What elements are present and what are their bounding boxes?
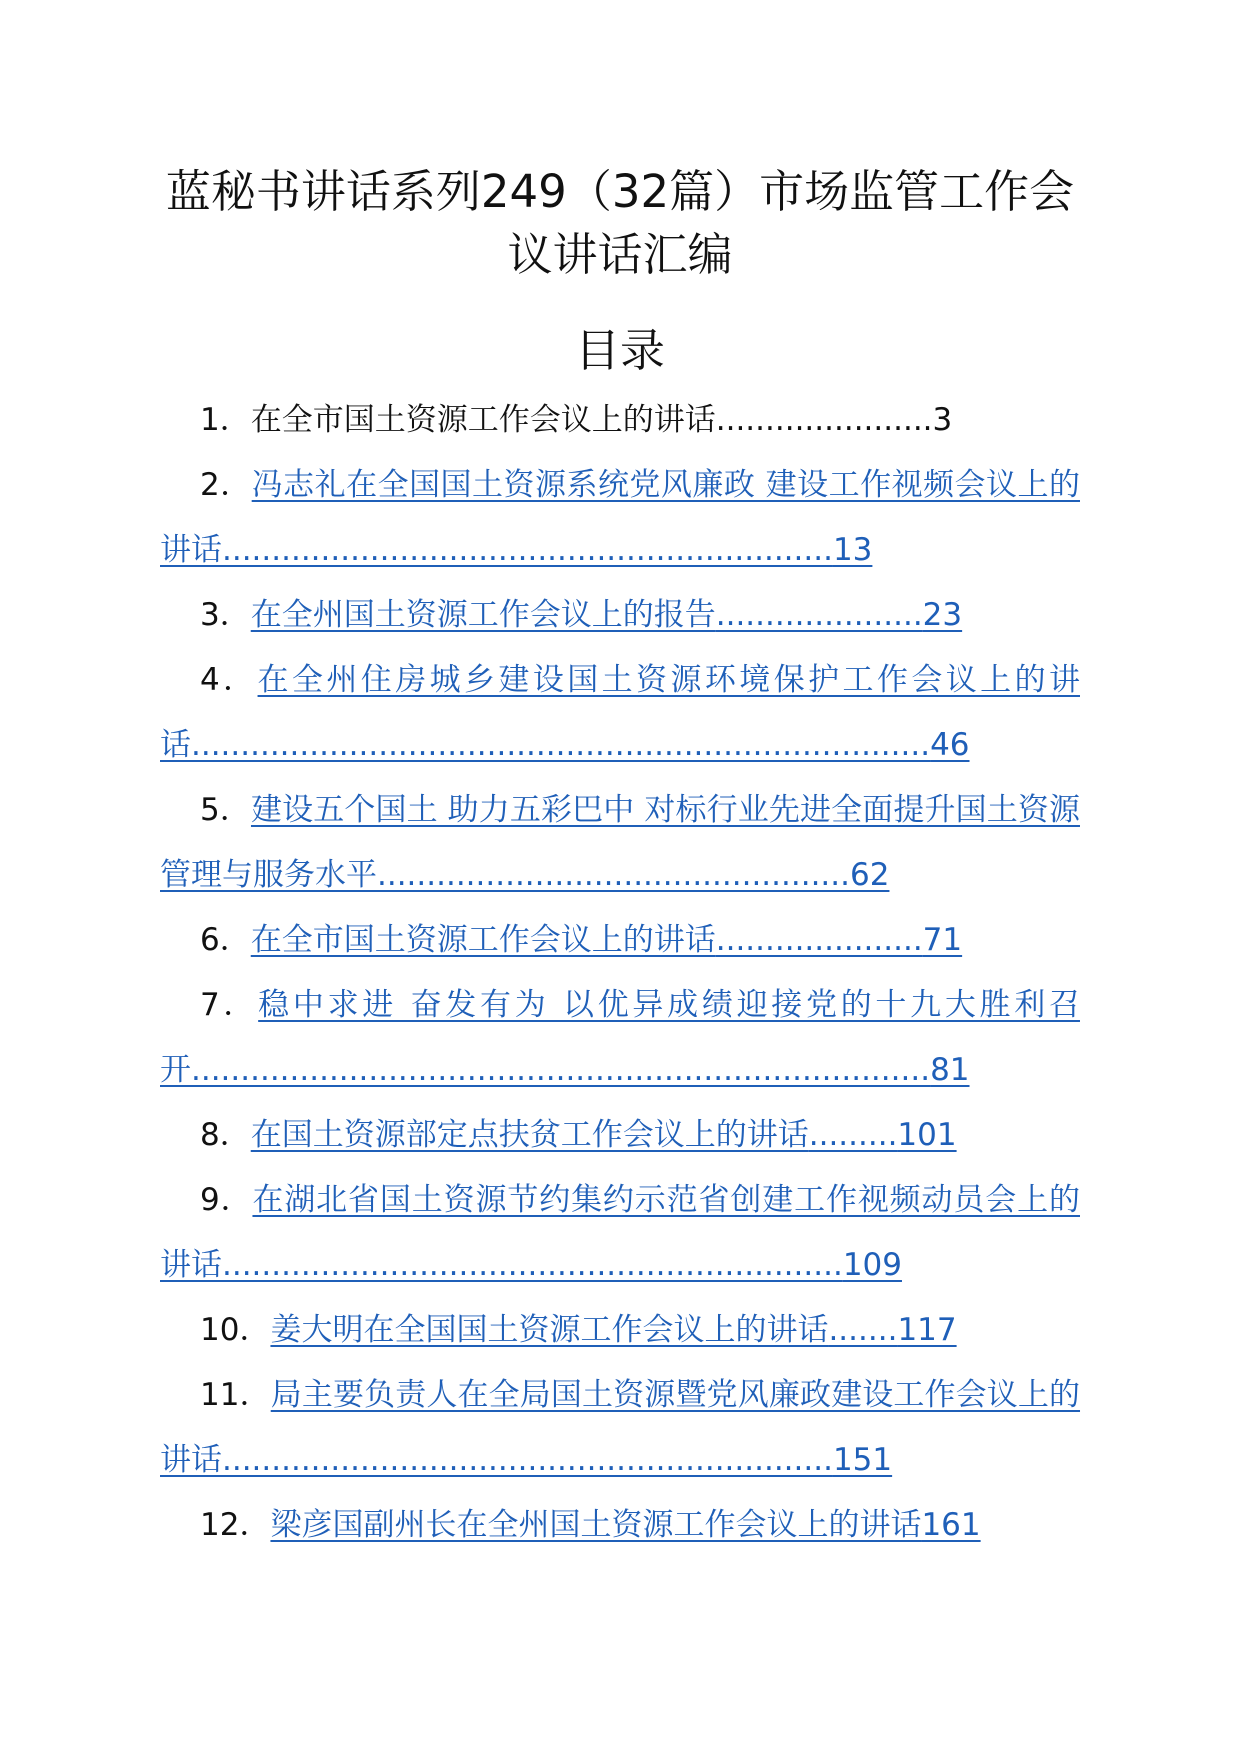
toc-leader-dots: ................................................ [377,857,850,893]
toc-leader-dots: ........................................................................... [191,727,931,763]
toc-entry-5 [160,778,1080,908]
toc-entry-title: 建设五个国土 助力五彩巴中 对标行业先进全面提升国土资源管理与服务水平 [160,792,1080,893]
toc-entry-number: 9． [200,1182,253,1218]
toc-entry-number: 11． [200,1377,271,1413]
toc-link-9[interactable] [160,1182,1080,1283]
toc-entry-10 [160,1298,1080,1363]
toc-page-number: 81 [930,1052,970,1088]
toc-link-7[interactable] [160,987,1080,1088]
toc-entry-number: 5． [200,792,251,828]
toc-leader-dots: ......... [808,1117,898,1153]
toc-link-4[interactable] [160,662,1080,763]
toc-page-number: 161 [921,1507,981,1543]
toc-page-number: 71 [922,922,963,958]
toc-page-number: 13 [832,532,873,568]
toc-entry-title: 在全市国土资源工作会议上的讲话 [250,922,716,958]
toc-entry-number: 8． [200,1117,251,1153]
toc-page-number: 62 [850,857,890,893]
toc-heading: 目录 [574,324,665,377]
toc-link-5[interactable] [160,792,1080,893]
toc-leader-dots: .............................................................. [222,1442,833,1478]
toc-link-11[interactable] [160,1377,1080,1478]
toc-page-number: 101 [897,1117,957,1153]
toc-entry-number: 12． [200,1507,271,1543]
toc-entry-7 [160,973,1080,1103]
toc-link-12[interactable] [270,1507,980,1543]
toc-entry-number: 1． [200,402,251,438]
toc-leader-dots: ...................... [715,402,933,438]
toc-entry-6 [160,908,1080,973]
toc-leader-dots: ..................... [715,922,923,958]
toc-entry-title: 姜大明在全国国土资源工作会议上的讲话 [270,1312,829,1348]
toc-page-number: 46 [930,727,970,763]
toc-entry-number: 7． [200,987,259,1023]
toc-entry-title: 在湖北省国土资源节约集约示范省创建工作视频动员会上的讲话 [160,1182,1080,1283]
toc-entry-number: 6． [200,922,251,958]
toc-entry-1 [160,388,1080,453]
toc-link-2[interactable] [160,467,1080,568]
toc-leader-dots: ............................................................... [222,1247,843,1283]
toc-entry-4 [160,648,1080,778]
toc-page-number: 151 [832,1442,893,1478]
toc-entry-8 [160,1103,1080,1168]
toc-entry-title: 在全州国土资源工作会议上的报告 [250,597,716,633]
toc-link-10[interactable] [270,1312,956,1348]
toc-entry-number: 3． [200,597,251,633]
toc-page-number: 3 [932,402,953,438]
toc-entry-number: 4． [200,662,258,698]
toc-page-number: 109 [842,1247,902,1283]
toc-page-number: 23 [922,597,963,633]
toc-entry-number: 2． [200,467,252,503]
document-title: 蓝秘书讲话系列249（32篇）市场监管工作会议讲话汇编 [165,165,1075,281]
toc-entry-title: 在国土资源部定点扶贫工作会议上的讲话 [250,1117,809,1153]
toc-entry-3 [160,583,1080,648]
toc-entry-title: 局主要负责人在全局国土资源暨党风廉政建设工作会议上的讲话 [160,1377,1081,1478]
toc-entry-2 [160,453,1080,583]
toc-entry-9 [160,1168,1080,1298]
toc-link-3[interactable] [251,597,962,633]
toc-link-1[interactable] [251,402,953,438]
toc-leader-dots: ..................... [715,597,923,633]
toc-leader-dots: .............................................................. [222,532,833,568]
toc-entry-title: 在全市国土资源工作会议上的讲话 [250,402,716,438]
table-of-contents [160,388,1080,1558]
toc-entry-11 [160,1363,1080,1493]
toc-entry-number: 10． [200,1312,271,1348]
toc-page-number: 117 [897,1312,957,1348]
toc-leader-dots: ........................................................................... [191,1052,931,1088]
toc-entry-title: 梁彦国副州长在全州国土资源工作会议上的讲话 [270,1507,922,1543]
toc-link-8[interactable] [251,1117,957,1153]
toc-entry-12 [160,1493,1080,1558]
toc-leader-dots: ....... [828,1312,898,1348]
toc-entry-title: 稳中求进 奋发有为 以优异成绩迎接党的十九大胜利召开 [160,987,1080,1088]
toc-entry-title: 冯志礼在全国国土资源系统党风廉政 建设工作视频会议上的讲话 [160,467,1080,568]
toc-entry-title: 在全州住房城乡建设国土资源环境保护工作会议上的讲话 [160,662,1080,763]
toc-link-6[interactable] [251,922,962,958]
